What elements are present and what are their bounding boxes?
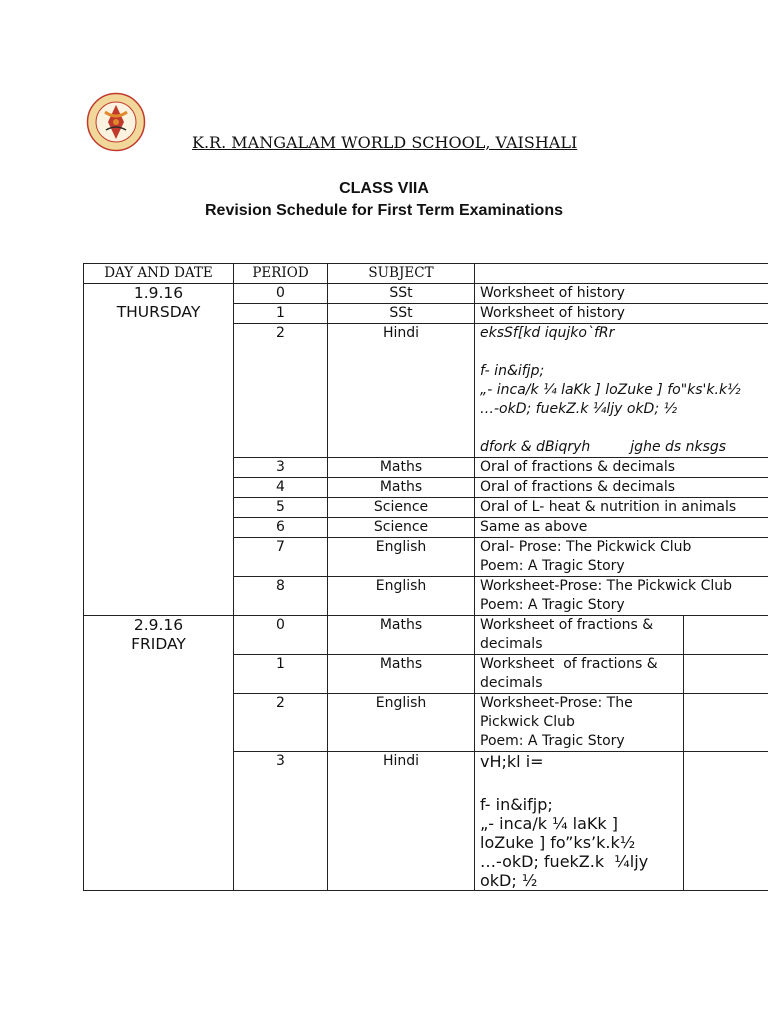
detail-line [480,419,768,438]
details-cell: Oral of L- heat & nutrition in animals [475,498,768,518]
table-row [84,284,768,304]
detail-line: Worksheet-Prose: The [480,695,633,711]
details-cell [475,538,768,577]
detail-line [480,343,768,362]
details-cell [475,616,684,655]
details-cell [475,577,768,616]
detail-line: Oral- Prose: The Pickwick Club [480,539,692,555]
day-date: 2.9.16 [133,616,184,634]
period-cell: 5 [234,498,328,518]
subject-cell: English [328,577,475,616]
details-cell [475,694,684,752]
detail-line: Poem: A Tragic Story [480,558,625,574]
subject-cell: English [328,694,475,752]
detail-line: f- in&ifjp; [480,363,545,379]
revision-schedule-table [83,263,768,891]
subject-cell: Maths [328,458,475,478]
detail-line: loZuke ] fo”ks’k.k½ [480,833,636,852]
period-cell: 6 [234,518,328,538]
detail-line: „- inca/k ¼ laKk ] [480,814,619,833]
schedule-title: Revision Schedule for First Term Examinations [204,202,563,219]
detail-line: …-okD; fuekZ.k ¼ljy okD; ½ [480,401,678,417]
period-cell: 1 [234,655,328,694]
detail-line: Worksheet-Prose: The Pickwick Club [480,578,733,594]
detail-line: Worksheet of fractions & [480,617,654,633]
header-day-and-date: DAY AND DATE [84,264,234,284]
details-cell [475,324,768,458]
day-weekday: FRIDAY [131,635,186,653]
subject-cell: Maths [328,616,475,655]
details-cell [475,655,684,694]
period-cell: 8 [234,577,328,616]
day-weekday: THURSDAY [116,303,201,321]
details-cell: Worksheet of history [475,304,768,324]
detail-line: eksSf[kd iqujko`fRr [480,325,615,341]
day-cell [84,616,234,891]
detail-line: f- in&ifjp; [480,795,553,814]
subject-cell: Science [328,518,475,538]
empty-cell [684,752,768,891]
subject-cell: Hindi [328,324,475,458]
period-cell: 0 [234,284,328,304]
empty-cell [684,694,768,752]
day-date: 1.9.16 [133,284,184,302]
detail-line: vH;kl i= [480,752,544,771]
detail-line: decimals [480,636,543,652]
header-details [475,264,768,284]
period-cell: 7 [234,538,328,577]
class-name: CLASS VIIA [339,180,429,197]
period-cell: 2 [234,694,328,752]
detail-line: Worksheet of fractions & [480,656,658,672]
header-subject: SUBJECT [328,264,475,284]
header-period: PERIOD [234,264,328,284]
detail-line: Pickwick Club [480,714,575,730]
period-cell: 4 [234,478,328,498]
subject-cell: English [328,538,475,577]
detail-line: okD; ½ [480,871,538,890]
detail-line [480,771,678,795]
day-cell [84,284,234,616]
subject-cell: Science [328,498,475,518]
details-cell: Oral of fractions & decimals [475,458,768,478]
period-cell: 3 [234,458,328,478]
period-cell: 1 [234,304,328,324]
detail-line: Poem: A Tragic Story [480,733,625,749]
period-cell: 0 [234,616,328,655]
subject-cell: Maths [328,655,475,694]
subject-cell: Maths [328,478,475,498]
subject-cell: SSt [328,284,475,304]
detail-line: dfork & dBiqryh jghe ds nksgs [480,439,727,455]
detail-line: Poem: A Tragic Story [480,597,625,613]
school-name: K.R. MANGALAM WORLD SCHOOL, VAISHALI [192,133,578,152]
subject-cell: SSt [328,304,475,324]
period-cell: 2 [234,324,328,458]
table-header-row [84,264,768,284]
details-cell: Same as above [475,518,768,538]
empty-cell [684,655,768,694]
empty-cell [684,616,768,655]
details-cell [475,752,684,891]
school-crest-icon [86,92,146,152]
period-cell: 3 [234,752,328,891]
detail-line: „- inca/k ¼ laKk ] loZuke ] fo"ks'k.k½ [480,382,741,398]
detail-line: decimals [480,675,543,691]
details-cell: Oral of fractions & decimals [475,478,768,498]
subject-cell: Hindi [328,752,475,891]
detail-line: …-okD; fuekZ.k ¼ljy [480,852,649,871]
details-cell: Worksheet of history [475,284,768,304]
table-row [84,616,768,655]
